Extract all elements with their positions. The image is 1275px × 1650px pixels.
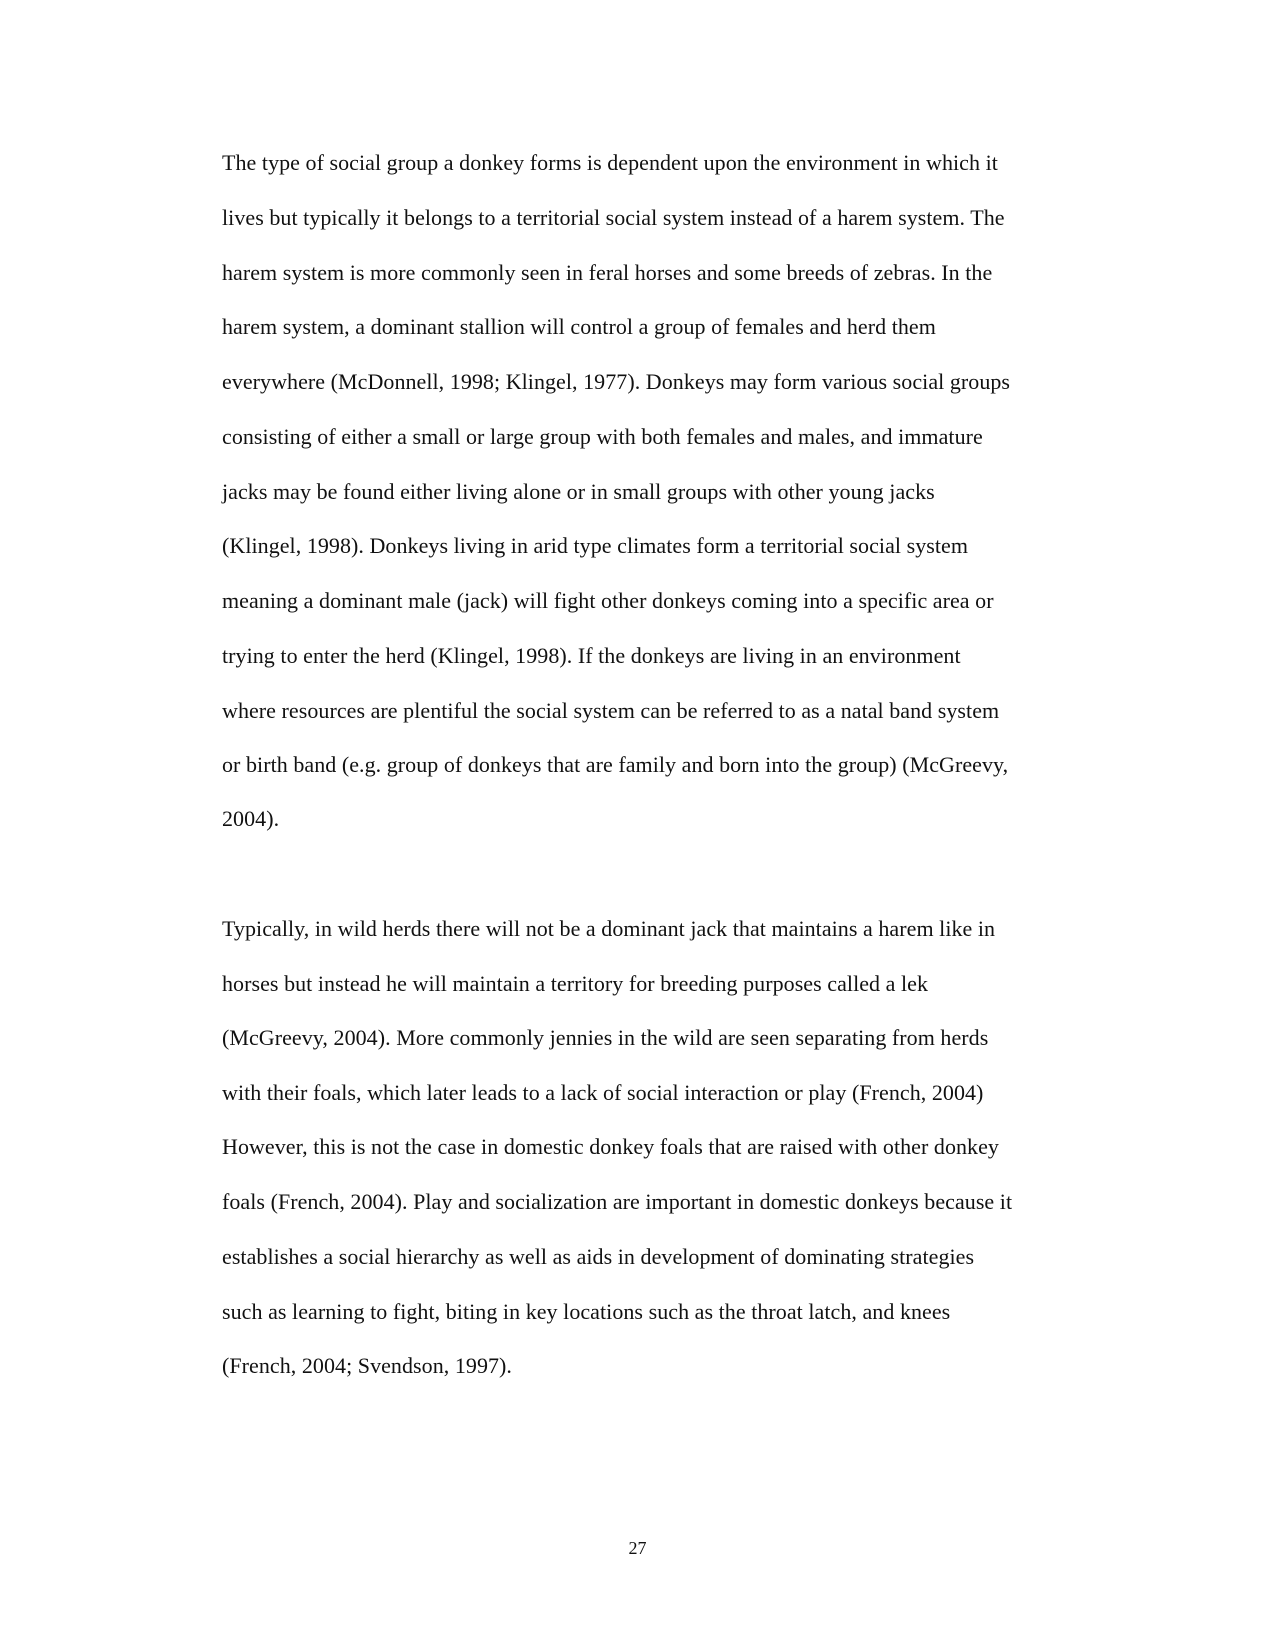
paragraph-line: foals (French, 2004). Play and socialization are important in domestic donkeys because it (222, 1189, 1013, 1214)
paragraph-line: lives but typically it belongs to a territorial social system instead of a harem system. The (222, 205, 1005, 230)
paragraph-line: such as learning to fight, biting in key locations such as the throat latch, and knees (222, 1299, 951, 1324)
paragraph-line: (French, 2004; Svendson, 1997). (222, 1353, 512, 1378)
paragraph-line: with their foals, which later leads to a lack of social interaction or play (French, 2004) (222, 1080, 984, 1105)
paragraph-line: Typically, in wild herds there will not be a dominant jack that maintains a harem like in (222, 916, 996, 941)
paragraph-line: harem system is more commonly seen in feral horses and some breeds of zebras. In the (222, 260, 993, 285)
paragraph-line: consisting of either a small or large group with both females and males, and immature (222, 424, 983, 449)
paragraph-line: (McGreevy, 2004). More commonly jennies in the wild are seen separating from herds (222, 1025, 989, 1050)
paragraph-line: meaning a dominant male (jack) will fight other donkeys coming into a specific area or (222, 588, 994, 613)
paragraph-line: harem system, a dominant stallion will control a group of females and herd them (222, 314, 936, 339)
paragraph-line: trying to enter the herd (Klingel, 1998). If the donkeys are living in an environment (222, 643, 961, 668)
paragraph-line: establishes a social hierarchy as well as aids in development of dominating strategies (222, 1244, 975, 1269)
paragraph-line: where resources are plentiful the social system can be referred to as a natal band system (222, 698, 1000, 723)
page-number: 27 (628, 1538, 647, 1558)
paragraph-line: 2004). (222, 806, 280, 831)
paragraph-line: horses but instead he will maintain a territory for breeding purposes called a lek (222, 971, 929, 996)
paragraph-line: (Klingel, 1998). Donkeys living in arid type climates form a territorial social system (222, 533, 969, 558)
paragraph-line: or birth band (e.g. group of donkeys that are family and born into the group) (McGreevy, (222, 752, 1009, 777)
paragraph-line: everywhere (McDonnell, 1998; Klingel, 1977). Donkeys may form various social groups (222, 369, 1011, 394)
paragraph-line: The type of social group a donkey forms is dependent upon the environment in which it (222, 150, 998, 175)
paragraph-line: However, this is not the case in domestic donkey foals that are raised with other donkey (222, 1134, 999, 1159)
paragraph-line: jacks may be found either living alone or in small groups with other young jacks (222, 479, 935, 504)
